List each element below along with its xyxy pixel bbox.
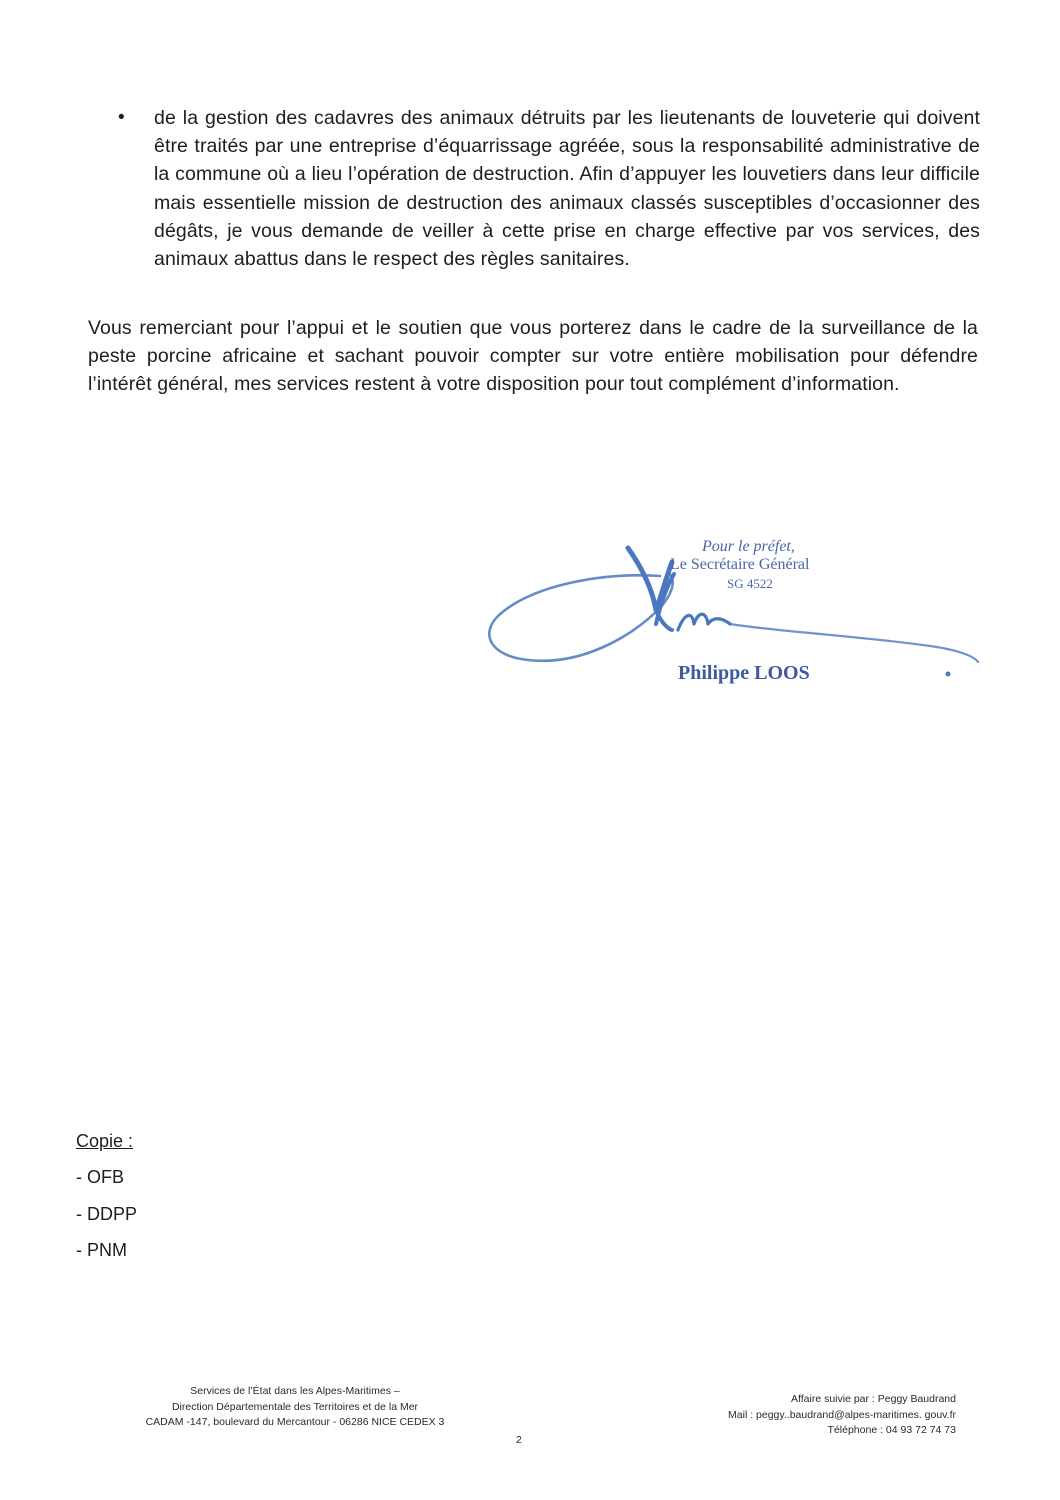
footer-contact-line: Téléphone : 04 93 72 74 73 bbox=[827, 1424, 956, 1436]
bullet-item bbox=[118, 104, 980, 273]
footer-address-line: Services de l’État dans les Alpes-Maritimes – bbox=[190, 1385, 400, 1397]
stamp-line-prefect: Pour le préfet, bbox=[702, 538, 795, 555]
copy-list bbox=[76, 1128, 137, 1274]
signer-name: Philippe LOOS bbox=[678, 662, 810, 684]
footer-contact bbox=[626, 1392, 956, 1439]
bullet-symbol: • bbox=[118, 107, 125, 128]
footer-contact-line: Affaire suivie par : Peggy Baudrand bbox=[791, 1393, 956, 1405]
copy-item: - DDPP bbox=[76, 1203, 138, 1224]
copy-item: - OFB bbox=[76, 1167, 124, 1187]
footer-contact-line: Mail : peggy..baudrand@alpes-maritimes. gouv.fr bbox=[728, 1408, 956, 1421]
signature-block bbox=[480, 528, 990, 698]
copy-title: Copie : bbox=[76, 1131, 134, 1151]
footer-address-line: CADAM -147, boulevard du Mercantour - 06286 NICE CEDEX 3 bbox=[145, 1416, 445, 1428]
stamp-line-title: Le Secrétaire Général bbox=[670, 556, 810, 573]
page-number: 2 bbox=[516, 1434, 522, 1446]
footer-address-line: Direction Départementale des Territoires et de la Mer bbox=[171, 1400, 419, 1413]
bullet-paragraph: de la gestion des cadavres des animaux détruits par les lieutenants de louveterie qui doivent être traités par une entreprise d’équarrissage agréée, sous la responsabilité administrative de la commune où a lieu l’opération de destruction. Afin d’appuyer les louvetiers dans leur difficile mais essentielle mission de destruction des animaux classés susceptibles d’occasionner des dégâts, je vous demande de veiller à cette prise en charge effective par vos services, des animaux abattus dans le respect des règles sanitaires. bbox=[154, 107, 980, 271]
closing-paragraph: Vous remerciant pour l’appui et le soutien que vous porterez dans le cadre de la surveillance de la peste porcine africaine et sachant pouvoir compter sur votre entière mobilisation pour défendre l’intérêt général, mes services restent à votre disposition pour tout complément d’information. bbox=[88, 317, 978, 396]
copy-item: - PNM bbox=[76, 1240, 127, 1260]
stamp-line-code: SG 4522 bbox=[727, 576, 773, 591]
footer-address bbox=[130, 1384, 460, 1431]
